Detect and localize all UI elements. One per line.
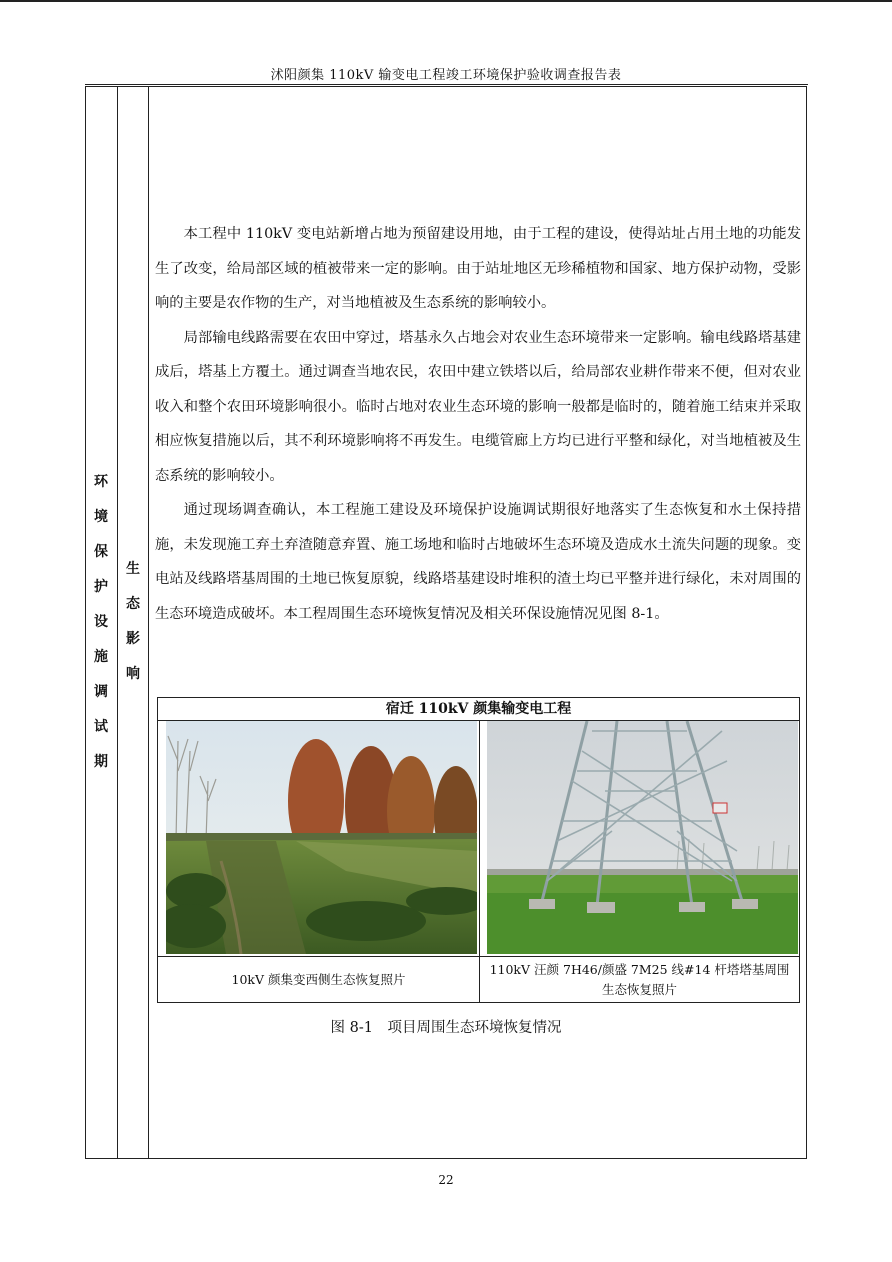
paragraph-2: 局部输电线路需要在农田中穿过，塔基永久占地会对农业生态环境带来一定影响。输电线路塔基建成后，塔基上方覆土。通过调查当地农民，农田中建立铁塔以后，给局部农业耕作带来不便，但对农业收入和整个农田环境影响很小。临时占地对农业生态环境的影响一般都是临时的，随着施工结束并采取相应恢复措施以后，其不利环境影响将不再发生。电缆管廊上方均已进行平整和绿化，对当地植被及生态系统的影响较小。 (155, 329, 801, 484)
substation-west-photo (166, 721, 477, 954)
stage-label-char: 调 (94, 684, 108, 700)
photo-table-title: 宿迁 110kV 颜集输变电工程 (158, 698, 799, 721)
figure-caption: 图 8-1 项目周围生态环境恢复情况 (330, 1020, 562, 1036)
report-header-title: 沭阳颜集 110kV 输变电工程竣工环境保护验收调查报告表 (270, 68, 622, 83)
category-label-char: 影 (126, 631, 140, 647)
header-divider (85, 84, 808, 85)
stage-label-char: 保 (94, 544, 108, 560)
stage-label-char: 环 (94, 474, 108, 490)
stage-label-char: 护 (94, 579, 108, 595)
category-label-char: 态 (126, 596, 140, 612)
stage-label-char: 境 (94, 509, 108, 525)
stage-label-char: 试 (94, 719, 108, 735)
category-label-char: 生 (126, 561, 140, 577)
category-label-char: 响 (126, 666, 140, 682)
top-border (0, 0, 892, 2)
photo-table (157, 697, 800, 1003)
stage-label-column (91, 465, 111, 780)
photo-caption-right: 110kV 汪颜 7H46/颜盛 7M25 线#14 杆塔塔基周围生态恢复照片 (489, 961, 790, 997)
paragraph-3: 通过现场调查确认，本工程施工建设及环境保护设施调试期很好地落实了生态恢复和水土保持措施，未发现施工弃土弃渣随意弃置、施工场地和临时占地破坏生态环境及造成水土流失问题的现象。变电站及线路塔基周围的土地已恢复原貌，线路塔基建设时堆积的渣土均已平整并进行绿化，未对周围的生态环境造成破坏。本工程周围生态环境恢复情况及相关环保设施情况见图 8-1。 (155, 502, 801, 622)
category-label-column (123, 552, 143, 692)
stage-label-char: 施 (94, 649, 108, 665)
page-number: 22 (438, 1173, 454, 1187)
body-text (155, 217, 801, 631)
stage-label-char: 设 (94, 614, 108, 630)
tower-base-photo (487, 721, 798, 954)
stage-label-char: 期 (94, 754, 108, 770)
column-divider-1 (117, 86, 118, 1159)
paragraph-1: 本工程中 110kV 变电站新增占地为预留建设用地，由于工程的建设，使得站址占用土地的功能发生了改变，给局部区域的植被带来一定的影响。由于站址地区无珍稀植物和国家、地方保护动物，受影响的主要是农作物的生产，对当地植被及生态系统的影响较小。 (155, 226, 801, 311)
photo-caption-left: 10kV 颜集变西侧生态恢复照片 (231, 971, 406, 987)
column-divider-2 (148, 86, 149, 1159)
